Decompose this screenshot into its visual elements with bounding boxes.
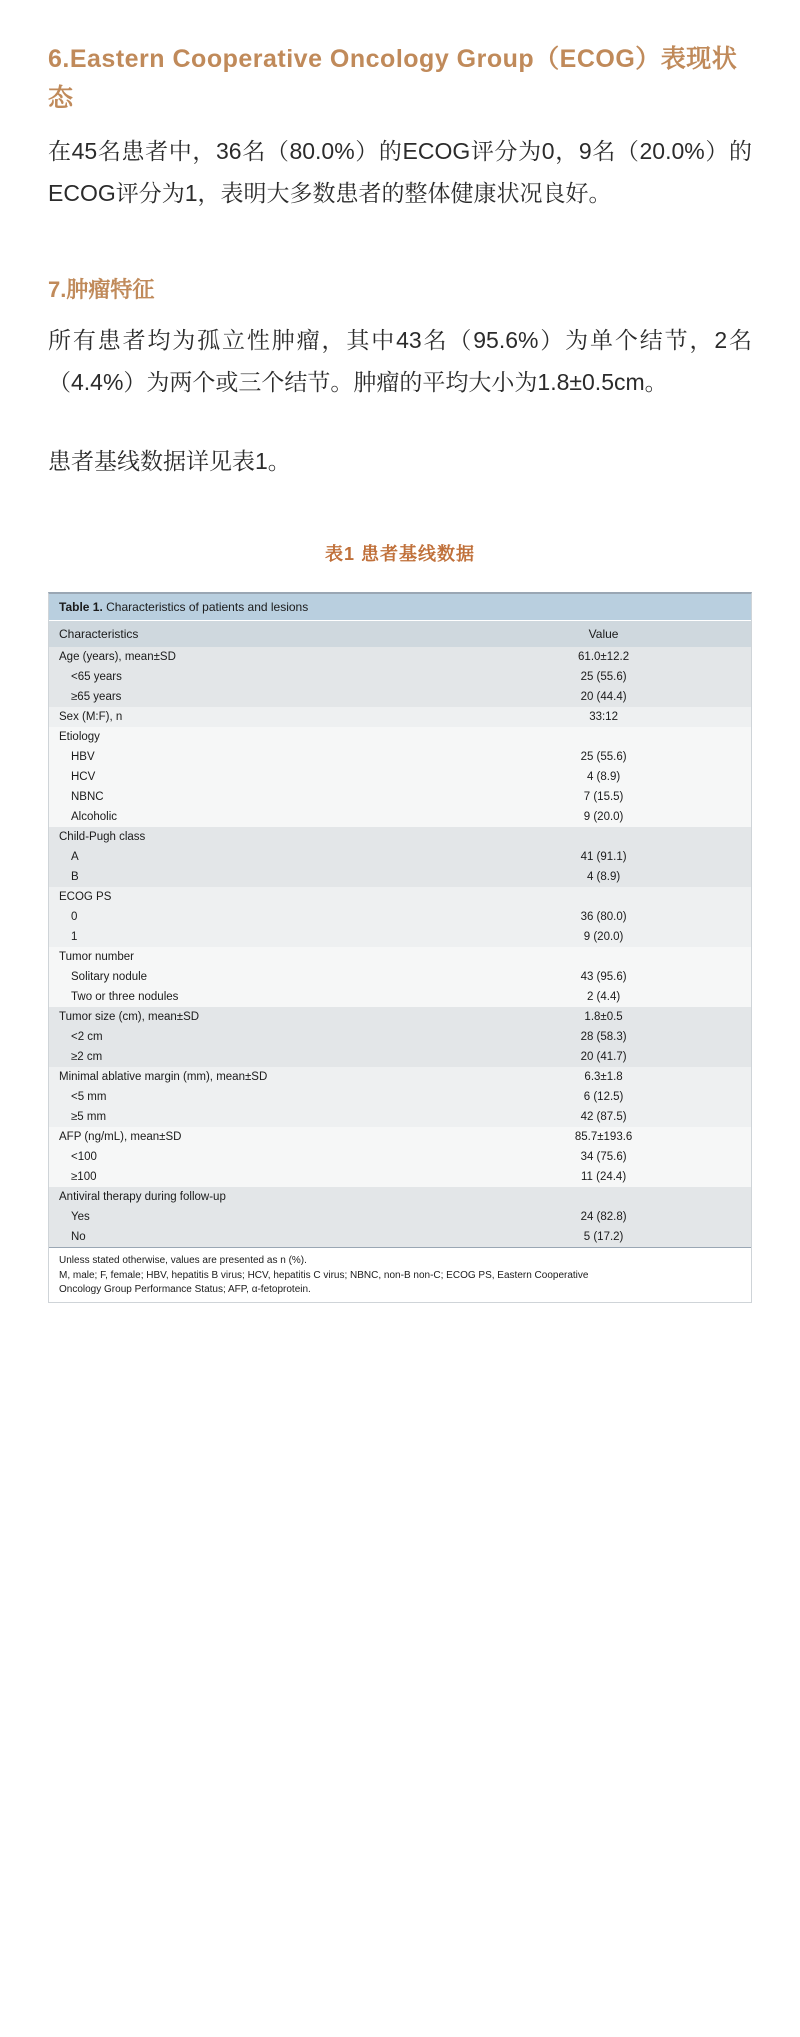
table-row	[49, 967, 751, 987]
row-label: 0	[49, 907, 456, 927]
row-value: 1.8±0.5	[456, 1007, 751, 1027]
row-value: 25 (55.6)	[456, 667, 751, 687]
row-label: Sex (M:F), n	[49, 707, 456, 727]
row-label: Solitary nodule	[49, 967, 456, 987]
table-row	[49, 1207, 751, 1227]
row-label: Antiviral therapy during follow-up	[49, 1187, 456, 1207]
table-number: Table 1.	[59, 600, 103, 615]
row-label: HBV	[49, 747, 456, 767]
table-row	[49, 1027, 751, 1047]
row-value: 41 (91.1)	[456, 847, 751, 867]
table-row	[49, 787, 751, 807]
row-value: 9 (20.0)	[456, 807, 751, 827]
table-caption: 表1 患者基线数据	[324, 544, 475, 565]
row-label: No	[49, 1227, 456, 1248]
row-value: 24 (82.8)	[456, 1207, 751, 1227]
spacer	[48, 221, 752, 263]
table-row	[49, 1087, 751, 1107]
row-label: ≥65 years	[49, 687, 456, 707]
paragraph-tumor-characteristics: 所有患者均为孤立性肿瘤，其中43名（95.6%）为单个结节，2名（4.4%）为两个或三个结节。肿瘤的平均大小为1.8±0.5cm。	[48, 326, 752, 396]
row-value: 20 (41.7)	[456, 1047, 751, 1067]
row-label: B	[49, 867, 456, 887]
table-row	[49, 947, 751, 967]
row-value: 34 (75.6)	[456, 1147, 751, 1167]
row-label: Child-Pugh class	[49, 827, 456, 847]
table-row	[49, 1187, 751, 1207]
table-row	[49, 667, 751, 687]
table-row	[49, 807, 751, 827]
row-value: 2 (4.4)	[456, 987, 751, 1007]
table-row	[49, 707, 751, 727]
row-label: NBNC	[49, 787, 456, 807]
section-heading-ecog: 6.Eastern Cooperative Oncology Group（ECOG）表现状态	[48, 45, 738, 112]
footnote-line: Oncology Group Performance Status; AFP, α-fetoprotein.	[59, 1284, 311, 1296]
table-row	[49, 827, 751, 847]
table-header-row	[49, 621, 751, 648]
table-row	[49, 687, 751, 707]
row-value: 61.0±12.2	[456, 647, 751, 667]
row-value: 25 (55.6)	[456, 747, 751, 767]
table-footnotes-cell	[49, 1248, 751, 1302]
table-title-row	[49, 594, 751, 621]
row-label: ECOG PS	[49, 887, 456, 907]
footnote-line: M, male; F, female; HBV, hepatitis B virus; HCV, hepatitis C virus; NBNC, non-B non-C; ECOG PS, Eastern Cooperative	[59, 1269, 589, 1281]
row-value: 85.7±193.6	[456, 1127, 751, 1147]
row-value: 6 (12.5)	[456, 1087, 751, 1107]
paragraph-baseline-reference: 患者基线数据详见表1。	[48, 447, 291, 474]
row-label: Minimal ablative margin (mm), mean±SD	[49, 1067, 456, 1087]
table-footnotes-row	[49, 1248, 751, 1302]
row-value: 20 (44.4)	[456, 687, 751, 707]
table-row	[49, 1127, 751, 1147]
table-row	[49, 1047, 751, 1067]
spacer	[48, 410, 752, 440]
row-label: AFP (ng/mL), mean±SD	[49, 1127, 456, 1147]
column-header-value: Value	[456, 621, 751, 648]
row-label: ≥100	[49, 1167, 456, 1187]
section-heading-tumor: 7.肿瘤特征	[48, 276, 155, 302]
row-label: Tumor number	[49, 947, 456, 967]
row-label: ≥2 cm	[49, 1047, 456, 1067]
row-label: Age (years), mean±SD	[49, 647, 456, 667]
table-row	[49, 847, 751, 867]
table-row	[49, 867, 751, 887]
table-row	[49, 1147, 751, 1167]
table-row	[49, 987, 751, 1007]
row-value	[456, 827, 751, 847]
table-figure	[48, 592, 752, 1303]
row-value: 7 (15.5)	[456, 787, 751, 807]
row-label: HCV	[49, 767, 456, 787]
row-value: 43 (95.6)	[456, 967, 751, 987]
table-row	[49, 747, 751, 767]
row-label: Yes	[49, 1207, 456, 1227]
row-value: 11 (24.4)	[456, 1167, 751, 1187]
row-value	[456, 1187, 751, 1207]
footnote-line: Unless stated otherwise, values are presented as n (%).	[59, 1255, 307, 1267]
row-label: <2 cm	[49, 1027, 456, 1047]
row-value	[456, 947, 751, 967]
column-header-characteristics: Characteristics	[49, 621, 456, 648]
spacer	[48, 488, 752, 530]
table-title-text: Characteristics of patients and lesions	[102, 600, 309, 615]
row-label: <65 years	[49, 667, 456, 687]
table-row	[49, 1067, 751, 1087]
row-label: A	[49, 847, 456, 867]
table-body	[49, 594, 751, 1302]
row-value: 9 (20.0)	[456, 927, 751, 947]
row-label: Tumor size (cm), mean±SD	[49, 1007, 456, 1027]
row-label: <100	[49, 1147, 456, 1167]
row-label: <5 mm	[49, 1087, 456, 1107]
row-value	[456, 727, 751, 747]
table-row	[49, 727, 751, 747]
characteristics-table	[49, 594, 751, 1302]
table-row	[49, 1227, 751, 1248]
row-label: ≥5 mm	[49, 1107, 456, 1127]
row-value: 42 (87.5)	[456, 1107, 751, 1127]
paragraph-ecog: 在45名患者中，36名（80.0%）的ECOG评分为0，9名（20.0%）的ECOG评分为1，表明大多数患者的整体健康状况良好。	[48, 137, 752, 207]
table-row	[49, 907, 751, 927]
row-label: Two or three nodules	[49, 987, 456, 1007]
table-row	[49, 927, 751, 947]
row-value: 4 (8.9)	[456, 867, 751, 887]
table-row	[49, 1107, 751, 1127]
row-label: 1	[49, 927, 456, 947]
row-value: 33:12	[456, 707, 751, 727]
table-row	[49, 767, 751, 787]
row-value	[456, 887, 751, 907]
row-value: 4 (8.9)	[456, 767, 751, 787]
table-row	[49, 1007, 751, 1027]
row-value: 36 (80.0)	[456, 907, 751, 927]
table-row	[49, 887, 751, 907]
row-value: 5 (17.2)	[456, 1227, 751, 1248]
row-label: Alcoholic	[49, 807, 456, 827]
table-row	[49, 1167, 751, 1187]
row-label: Etiology	[49, 727, 456, 747]
row-value: 28 (58.3)	[456, 1027, 751, 1047]
row-value: 6.3±1.8	[456, 1067, 751, 1087]
table-row	[49, 647, 751, 667]
table-title-cell	[49, 594, 751, 621]
